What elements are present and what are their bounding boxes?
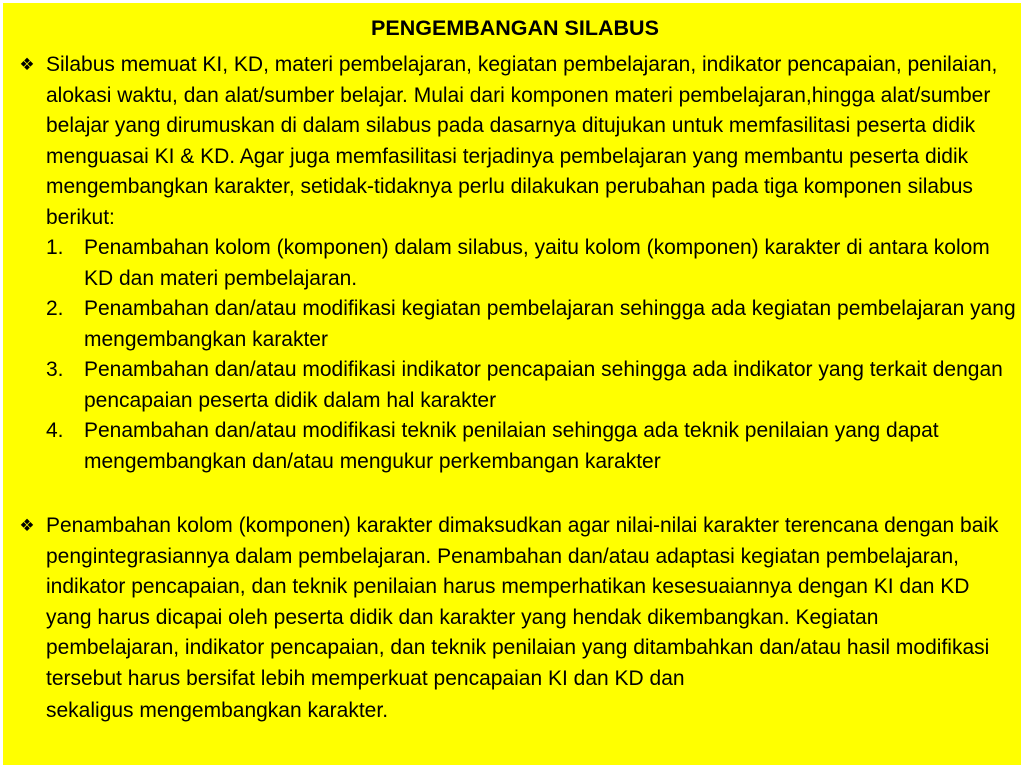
list-item-text: Penambahan dan/atau modifikasi kegiatan pembelajaran sehingga ada kegiatan pembelajaran yang mengembangkan karakter: [84, 297, 1016, 351]
list-number: 4.: [46, 419, 64, 442]
diamond-dots-bullet-icon: ❖: [19, 516, 35, 536]
list-item: [46, 233, 1016, 294]
diamond-dots-bullet-icon: ❖: [19, 55, 35, 75]
page-title: PENGEMBANGAN SILABUS: [371, 16, 659, 40]
list-item-text: Penambahan dan/atau modifikasi teknik penilaian sehingga ada teknik penilaian yang dapat mengembangkan dan/atau mengukur perkembangan karakter: [84, 419, 939, 473]
list-item: [46, 294, 1016, 355]
list-number: 3.: [46, 358, 64, 381]
list-item: [46, 355, 1016, 416]
list-item-text: Penambahan dan/atau modifikasi indikator pencapaian sehingga ada indikator yang terkait dengan pencapaian peserta didik dalam hal karakter: [84, 358, 1003, 412]
bullet-item: [19, 50, 1016, 477]
list-item: [46, 416, 1016, 477]
list-number: 2.: [46, 297, 64, 320]
bullet-text: Silabus memuat KI, KD, materi pembelajaran, kegiatan pembelajaran, indikator pencapaian, penilaian, alokasi waktu, dan alat/sumber belajar. Mulai dari komponen materi pembelajaran,hingga alat/sumber belajar yang dirumuskan di dalam silabus pada dasarnya ditujukan untuk memfasilitasi peserta didik menguasai KI & KD. Agar juga memfasilitasi terjadinya pembelajaran yang membantu peserta didik mengembangkan karakter, setidak-tidaknya perlu dilakukan perubahan pada tiga komponen silabus berikut:: [46, 53, 998, 229]
list-number: 1.: [46, 236, 64, 259]
bullet-text: Penambahan kolom (komponen) karakter dimaksudkan agar nilai-nilai karakter terencana dengan baik pengintegrasiannya dalam pembelajaran. Penambahan dan/atau adaptasi kegiatan pembelajaran, indikator pencapaian, dan teknik penilaian harus memperhatikan kesesuaiannya dengan KI dan KD yang harus dicapai oleh peserta didik dan karakter yang hendak dikembangkan. Kegiatan pembelajaran, indikator pencapaian, dan teknik penilaian yang ditambahkan dan/atau hasil modifikasi tersebut harus bersifat lebih memperkuat pencapaian KI dan KD dan: [46, 514, 999, 690]
bullet-text-last-line: sekaligus mengembangkan karakter.: [46, 699, 389, 722]
numbered-list: [46, 233, 1016, 477]
list-item-text: Penambahan kolom (komponen) dalam silabus, yaitu kolom (komponen) karakter di antara kolom KD dan materi pembelajaran.: [84, 236, 990, 290]
bullet-item: [19, 511, 1016, 728]
